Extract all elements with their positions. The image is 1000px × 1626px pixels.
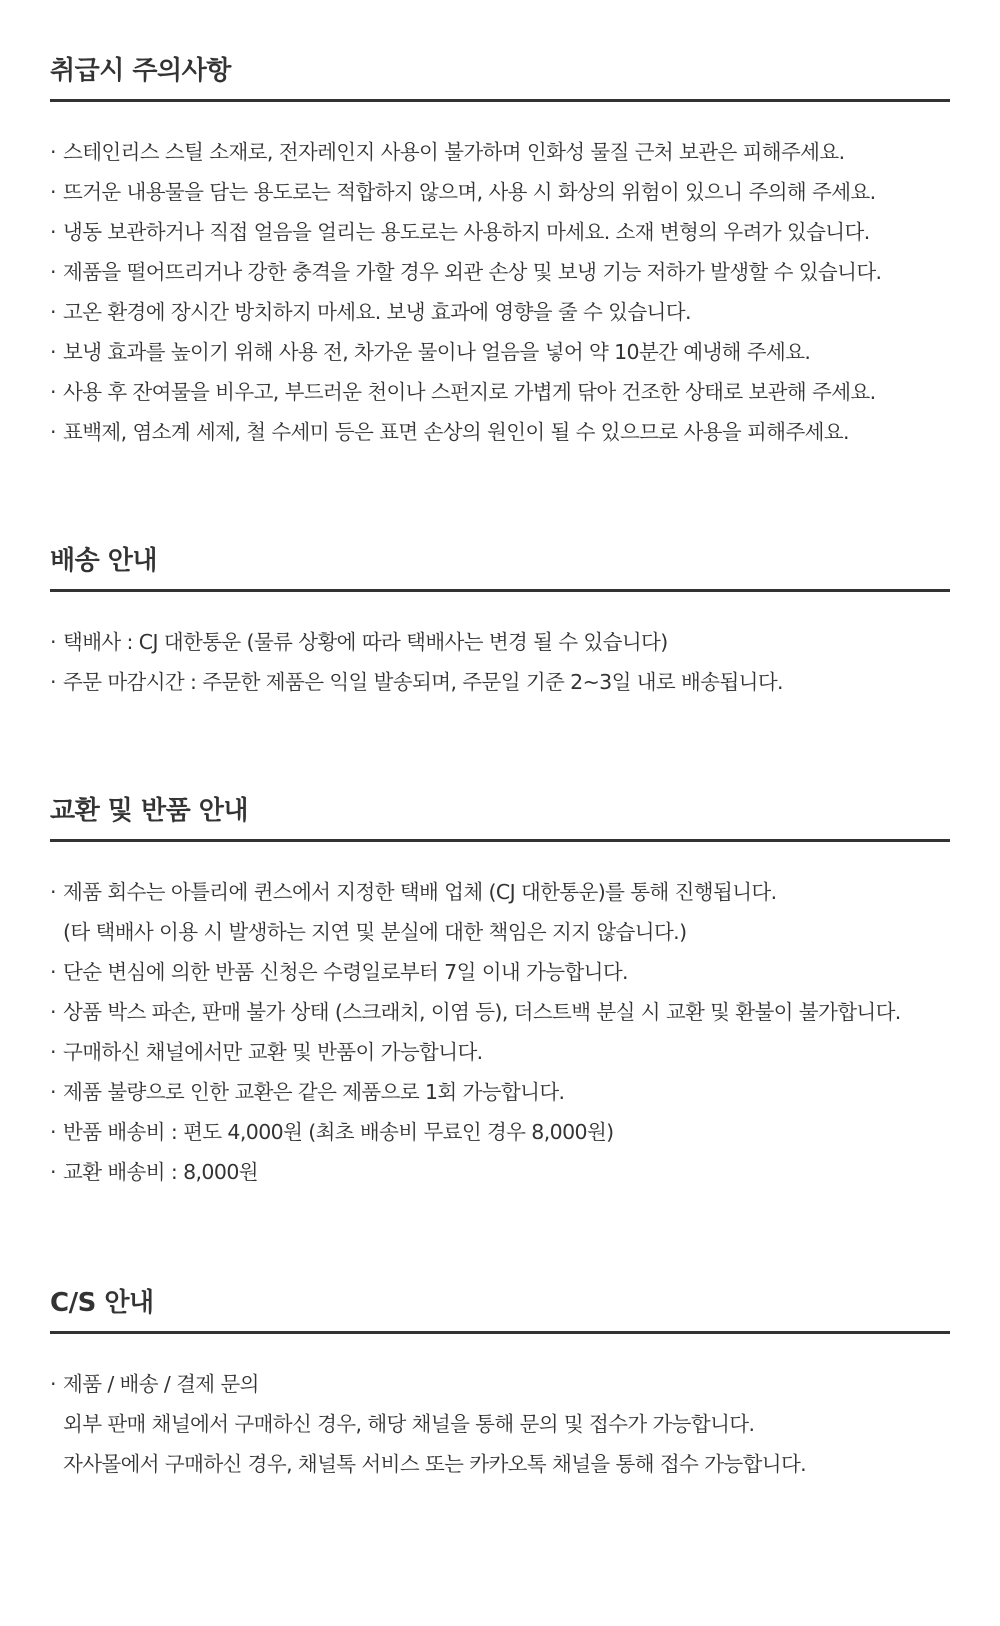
- list-item-text: 택배사 : CJ 대한통운 (물류 상황에 따라 택배사는 변경 될 수 있습니다): [63, 630, 668, 654]
- list-item-text: 냉동 보관하거나 직접 얼음을 얼리는 용도로는 사용하지 마세요. 소재 변형의 우려가 있습니다.: [63, 220, 870, 244]
- list-item-continuation: [50, 912, 960, 952]
- section-divider: [50, 839, 950, 842]
- notice-list: [50, 622, 960, 702]
- section-title: 배송 안내: [50, 546, 158, 576]
- bullet: ·: [50, 220, 56, 244]
- bullet: ·: [50, 300, 56, 324]
- bullet: ·: [50, 1160, 56, 1184]
- section-divider: [50, 99, 950, 102]
- bullet: ·: [50, 1000, 56, 1024]
- notice-list: [50, 132, 960, 452]
- list-item: [50, 292, 960, 332]
- list-item-text: 제품 회수는 아틀리에 퀸스에서 지정한 택배 업체 (CJ 대한통운)를 통해 진행됩니다.: [63, 880, 777, 904]
- list-item: [50, 1152, 960, 1192]
- list-item-text: 스테인리스 스틸 소재로, 전자레인지 사용이 불가하며 인화성 물질 근처 보관은 피해주세요.: [63, 140, 845, 164]
- list-item-text: 주문 마감시간 : 주문한 제품은 익일 발송되며, 주문일 기준 2~3일 내로 배송됩니다.: [63, 670, 783, 694]
- list-item: [50, 1112, 960, 1152]
- bullet: ·: [50, 180, 56, 204]
- list-item: [50, 132, 960, 172]
- list-item: [50, 332, 960, 372]
- bullet: ·: [50, 1080, 56, 1104]
- list-item-text: 제품 / 배송 / 결제 문의: [63, 1372, 259, 1396]
- bullet: ·: [50, 380, 56, 404]
- list-item-text: 자사몰에서 구매하신 경우, 채널톡 서비스 또는 카카오톡 채널을 통해 접수 가능합니다.: [63, 1452, 807, 1476]
- list-item-continuation: [50, 1444, 960, 1484]
- bullet: ·: [50, 880, 56, 904]
- notice-list: [50, 872, 960, 1192]
- list-item-text: 외부 판매 채널에서 구매하신 경우, 해당 채널을 통해 문의 및 접수가 가능합니다.: [63, 1412, 755, 1436]
- section-title: 교환 및 반품 안내: [50, 796, 248, 826]
- section-title: 취급시 주의사항: [50, 56, 231, 86]
- list-item-text: 교환 배송비 : 8,000원: [63, 1160, 258, 1184]
- list-item-text: 고온 환경에 장시간 방치하지 마세요. 보냉 효과에 영향을 줄 수 있습니다.: [63, 300, 691, 324]
- list-item: [50, 662, 960, 702]
- list-item-text: 제품 불량으로 인한 교환은 같은 제품으로 1회 가능합니다.: [63, 1080, 565, 1104]
- bullet: ·: [50, 140, 56, 164]
- section-divider: [50, 589, 950, 592]
- list-item: [50, 1032, 960, 1072]
- list-item-text: (타 택배사 이용 시 발생하는 지연 및 분실에 대한 책임은 지지 않습니다.): [63, 920, 687, 944]
- list-item: [50, 992, 960, 1032]
- list-item-text: 제품을 떨어뜨리거나 강한 충격을 가할 경우 외관 손상 및 보냉 기능 저하가 발생할 수 있습니다.: [63, 260, 882, 284]
- list-item: [50, 172, 960, 212]
- list-item-text: 보냉 효과를 높이기 위해 사용 전, 차가운 물이나 얼음을 넣어 약 10분간 예냉해 주세요.: [63, 340, 811, 364]
- list-item: [50, 952, 960, 992]
- list-item-continuation: [50, 1404, 960, 1444]
- list-item: [50, 872, 960, 912]
- list-item: [50, 1364, 960, 1404]
- list-item-text: 상품 박스 파손, 판매 불가 상태 (스크래치, 이염 등), 더스트백 분실 시 교환 및 환불이 불가합니다.: [63, 1000, 901, 1024]
- list-item: [50, 412, 960, 452]
- list-item-text: 반품 배송비 : 편도 4,000원 (최초 배송비 무료인 경우 8,000원): [63, 1120, 614, 1144]
- list-item: [50, 622, 960, 662]
- list-item-text: 뜨거운 내용물을 담는 용도로는 적합하지 않으며, 사용 시 화상의 위험이 있으니 주의해 주세요.: [63, 180, 876, 204]
- bullet: ·: [50, 670, 56, 694]
- bullet: ·: [50, 960, 56, 984]
- section-title: C/S 안내: [50, 1288, 154, 1318]
- bullet: ·: [50, 260, 56, 284]
- list-item: [50, 212, 960, 252]
- bullet: ·: [50, 1372, 56, 1396]
- bullet: ·: [50, 1120, 56, 1144]
- notice-list: [50, 1364, 960, 1484]
- bullet: ·: [50, 420, 56, 444]
- list-item-text: 사용 후 잔여물을 비우고, 부드러운 천이나 스펀지로 가볍게 닦아 건조한 상태로 보관해 주세요.: [63, 380, 876, 404]
- bullet: ·: [50, 630, 56, 654]
- list-item: [50, 252, 960, 292]
- list-item-text: 표백제, 염소계 세제, 철 수세미 등은 표면 손상의 원인이 될 수 있으므로 사용을 피해주세요.: [63, 420, 849, 444]
- list-item: [50, 372, 960, 412]
- bullet: ·: [50, 340, 56, 364]
- list-item-text: 구매하신 채널에서만 교환 및 반품이 가능합니다.: [63, 1040, 483, 1064]
- list-item-text: 단순 변심에 의한 반품 신청은 수령일로부터 7일 이내 가능합니다.: [63, 960, 628, 984]
- bullet: ·: [50, 1040, 56, 1064]
- section-divider: [50, 1331, 950, 1334]
- list-item: [50, 1072, 960, 1112]
